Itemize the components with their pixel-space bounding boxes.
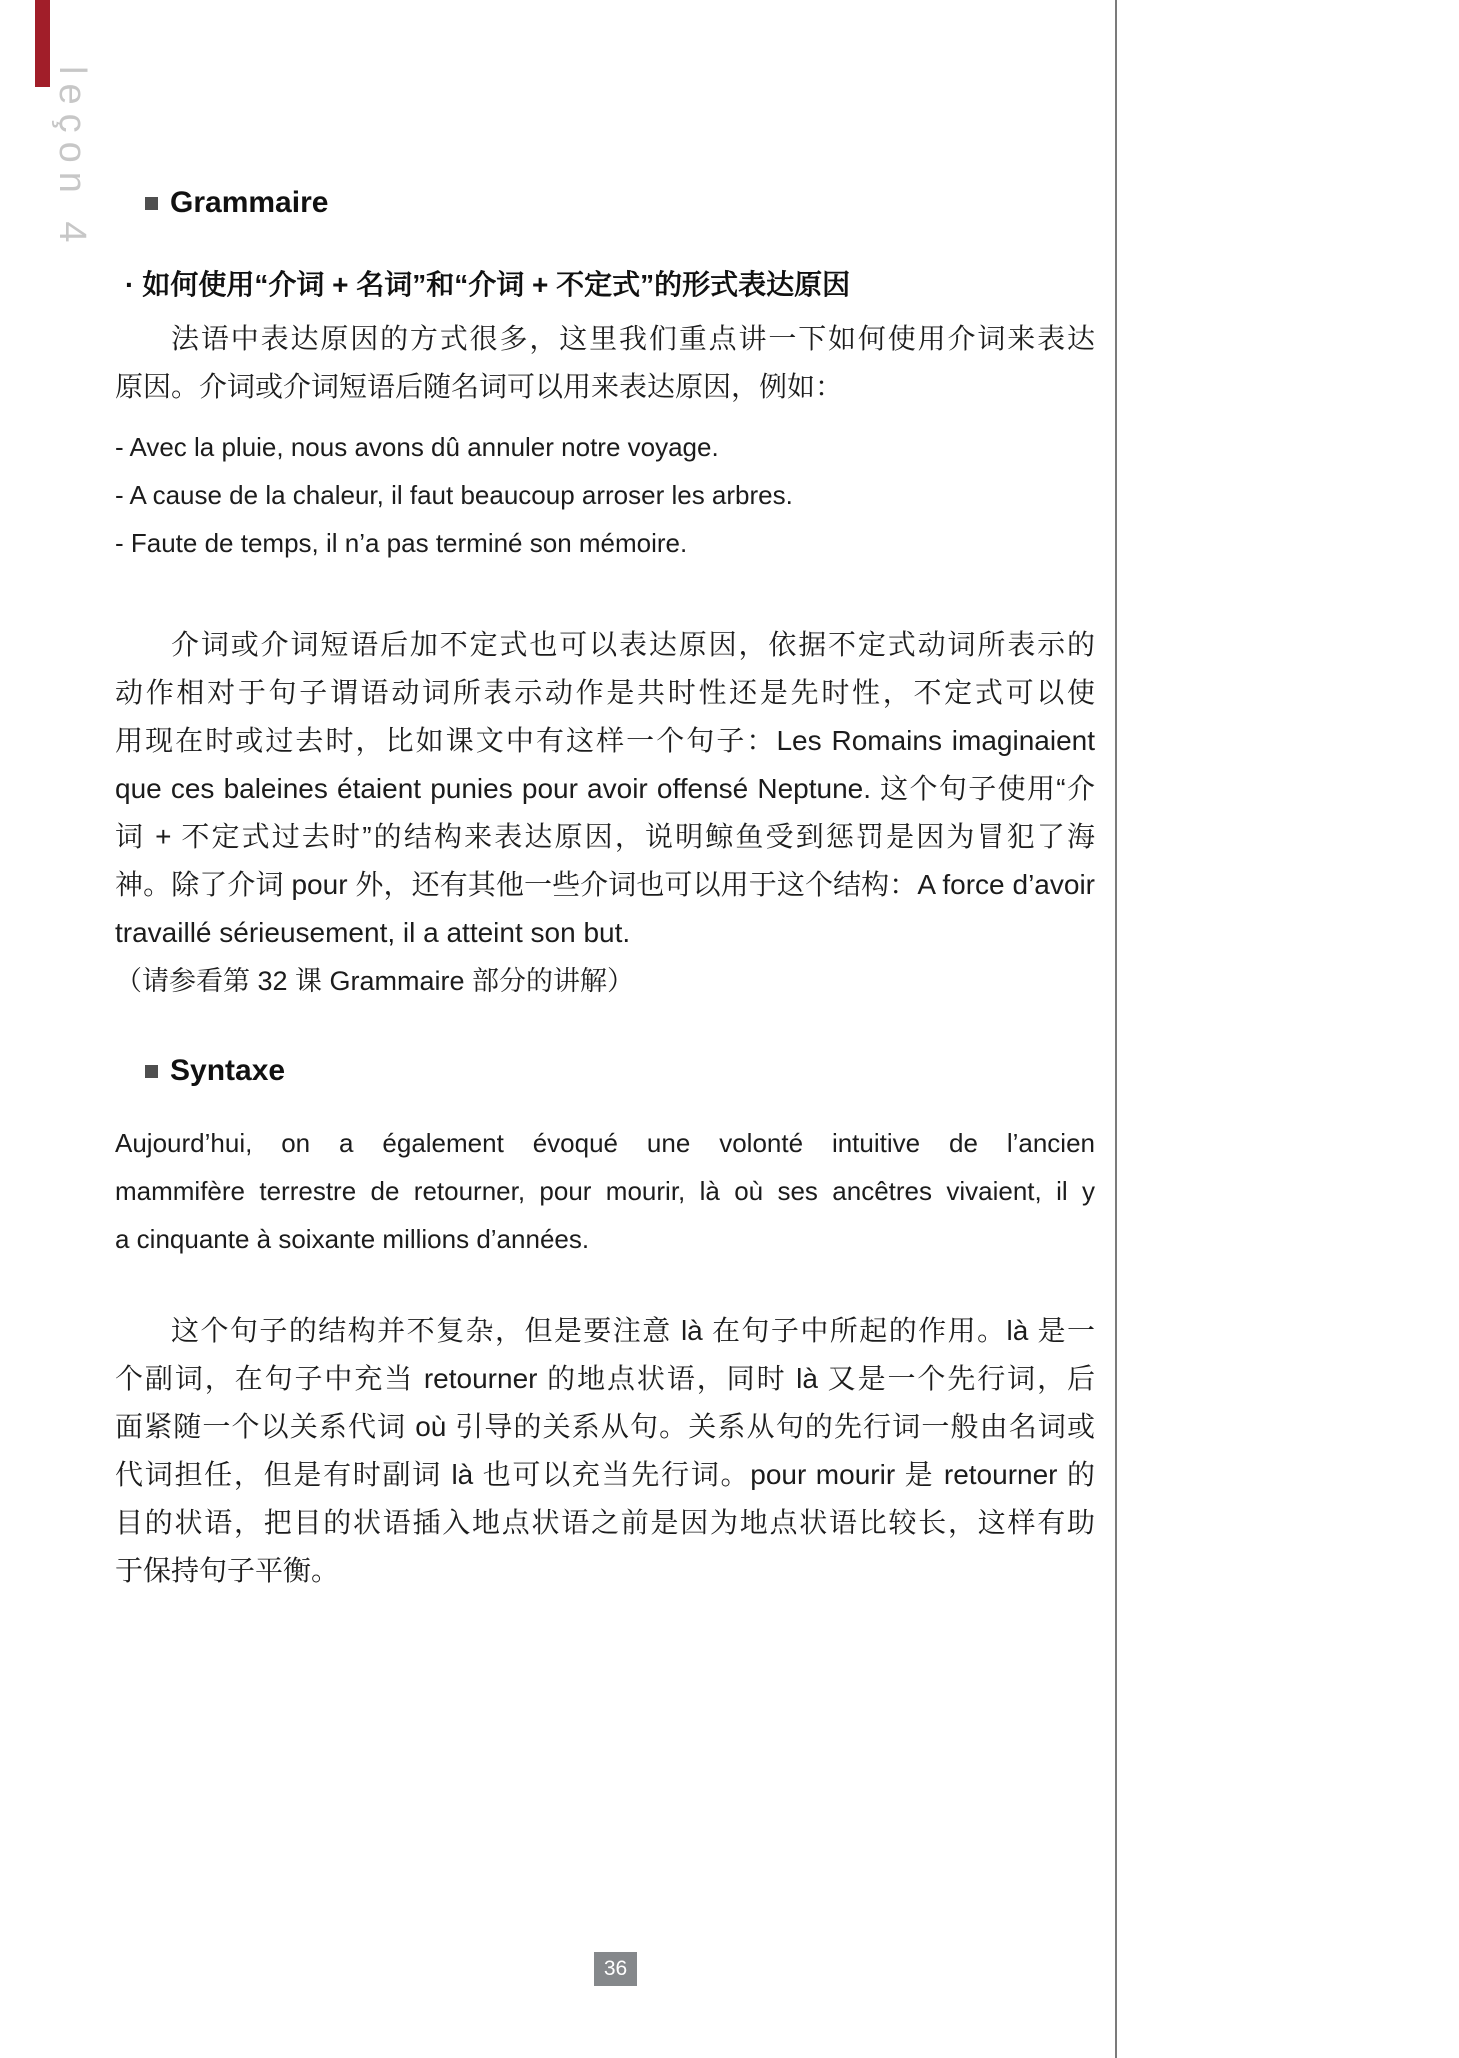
page-content [115, 185, 1095, 1595]
text-line: a cinquante à soixante millions d’années. [115, 1224, 590, 1254]
syntaxe-section-title: Syntaxe [170, 1054, 286, 1087]
grammaire-example-list [115, 423, 1095, 567]
grammaire-topic-heading [125, 265, 1095, 305]
text-line: 这个句子的结构并不复杂，但是要注意 là 在句子中所起的作用。là 是一 [171, 1315, 1095, 1346]
syntaxe-section-heading [145, 1053, 1095, 1089]
text-line: 动作相对于句子谓语动词所表示动作是共时性还是先时性，不定式可以使 [115, 677, 1095, 708]
syntaxe-analysis-paragraph [115, 1307, 1095, 1595]
text-line: 目的状语，把目的状语插入地点状语之前是因为地点状语比较长，这样有助 [115, 1507, 1095, 1538]
text-line: 个副词，在句子中充当 retourner 的地点状语，同时 là 又是一个先行词，后 [115, 1363, 1095, 1394]
text-line: 面紧随一个以关系代词 où 引导的关系从句。关系从句的先行词一般由名词或 [115, 1411, 1095, 1442]
text-line: 原因。介词或介词短语后随名词可以用来表达原因，例如： [115, 371, 844, 402]
page-number-badge: 36 [594, 1952, 637, 1986]
text-line: mammifère terrestre de retourner, pour mourir, là où ses ancêtres vivaient, il y [115, 1176, 1095, 1206]
syntaxe-french-sentence [115, 1119, 1095, 1263]
text-line: - Avec la pluie, nous avons dû annuler notre voyage. [115, 432, 719, 462]
text-line: Aujourd’hui, on a également évoqué une volonté intuitive de l’ancien [115, 1128, 1095, 1158]
lesson-label: leçon 4 [51, 66, 93, 252]
grammaire-section-title: Grammaire [170, 186, 329, 219]
grammaire-section-heading [145, 185, 1095, 221]
square-bullet-icon [145, 1065, 158, 1078]
lesson-color-tab [35, 0, 50, 87]
text-line: que ces baleines étaient punies pour avoir offensé Neptune. 这个句子使用“介 [115, 773, 1095, 804]
grammaire-topic-title: 如何使用“介词 + 名词”和“介词 + 不定式”的形式表达原因 [142, 269, 851, 300]
dot-bullet-icon: · [125, 269, 135, 300]
text-line: 代词担任，但是有时副词 là 也可以充当先行词。pour mourir 是 retourner 的 [115, 1459, 1095, 1490]
grammaire-reference-note: （请参看第 32 课 Grammaire 部分的讲解） [115, 966, 635, 996]
text-line: travaillé sérieusement, il a atteint son but. [115, 917, 631, 948]
square-bullet-icon [145, 197, 158, 210]
text-line: - A cause de la chaleur, il faut beaucoup arroser les arbres. [115, 480, 793, 510]
text-line: 神。除了介词 pour 外，还有其他一些介词也可以用于这个结构：A force d’avoir [115, 869, 1095, 900]
text-line: 介词或介词短语后加不定式也可以表达原因，依据不定式动词所表示的 [171, 629, 1095, 660]
text-line: 法语中表达原因的方式很多，这里我们重点讲一下如何使用介词来表达 [171, 323, 1095, 354]
text-line: 用现在时或过去时，比如课文中有这样一个句子：Les Romains imaginaient [115, 725, 1095, 756]
text-line: - Faute de temps, il n’a pas terminé son mémoire. [115, 528, 688, 558]
text-line: 于保持句子平衡。 [115, 1555, 340, 1586]
grammaire-infinitive-paragraph [115, 621, 1095, 957]
page-margin-line [1115, 0, 1117, 2058]
text-line: 词 + 不定式过去时”的结构来表达原因，说明鲸鱼受到惩罚是因为冒犯了海 [115, 821, 1095, 852]
grammaire-intro-paragraph [115, 315, 1095, 411]
